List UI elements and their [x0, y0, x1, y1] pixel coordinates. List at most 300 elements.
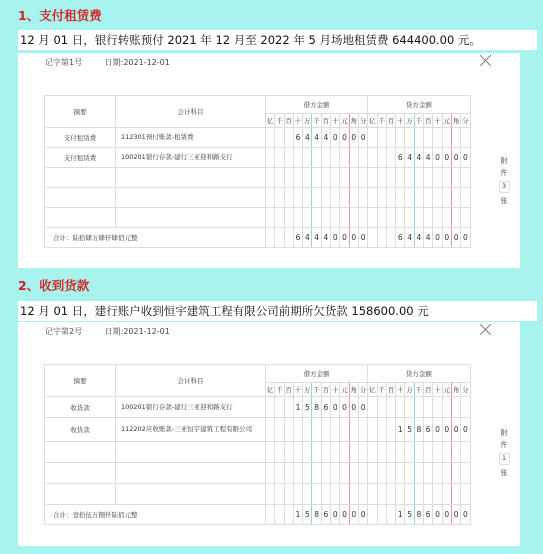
digit-unit-header: 万 [405, 114, 414, 128]
entry-account[interactable]: 112301预付账款-租赁费 [116, 128, 266, 148]
credit-amount-digit[interactable] [377, 397, 386, 418]
debit-amount-digit[interactable]: 0 [340, 128, 349, 148]
total-label: 合计：陆拾肆万肆仟肆佰元整 [45, 228, 266, 248]
total-credit-digit [377, 505, 386, 525]
total-debit-digit: 0 [349, 228, 358, 248]
debit-amount-digit[interactable] [284, 208, 293, 228]
debit-amount-digit[interactable] [321, 418, 330, 442]
debit-amount-digit[interactable] [266, 128, 275, 148]
debit-amount-digit[interactable] [358, 208, 367, 228]
debit-amount-digit[interactable]: 4 [303, 128, 312, 148]
debit-amount-digit[interactable] [349, 442, 358, 463]
attachment-info [498, 427, 510, 479]
debit-amount-digit[interactable] [321, 484, 330, 505]
debit-amount-digit[interactable] [266, 208, 275, 228]
digit-unit-header: 百 [424, 383, 433, 397]
credit-amount-digit[interactable] [377, 128, 386, 148]
debit-amount-digit[interactable] [340, 463, 349, 484]
credit-amount-digit[interactable] [396, 442, 405, 463]
debit-amount-digit[interactable] [340, 148, 349, 168]
debit-amount-digit[interactable] [349, 484, 358, 505]
debit-amount-digit[interactable] [266, 463, 275, 484]
digit-unit-header: 万 [303, 114, 312, 128]
credit-amount-digit[interactable] [377, 463, 386, 484]
credit-amount-digit[interactable] [377, 188, 386, 208]
credit-amount-digit[interactable] [368, 188, 377, 208]
entry-account[interactable] [116, 188, 266, 208]
entry-summary[interactable]: 支付租赁费 [45, 128, 116, 148]
debit-amount-digit[interactable] [312, 148, 321, 168]
entry-account[interactable] [116, 463, 266, 484]
credit-amount-digit[interactable] [396, 397, 405, 418]
debit-amount-digit[interactable] [303, 484, 312, 505]
debit-amount-digit[interactable] [303, 442, 312, 463]
digit-unit-header: 千 [414, 383, 423, 397]
digit-unit-header: 十 [396, 383, 405, 397]
debit-amount-digit[interactable] [303, 208, 312, 228]
digit-unit-header: 十 [433, 383, 442, 397]
credit-amount-digit[interactable] [377, 208, 386, 228]
debit-amount-digit[interactable] [358, 484, 367, 505]
debit-amount-digit[interactable]: 0 [340, 397, 349, 418]
credit-amount-digit[interactable]: 4 [414, 148, 423, 168]
debit-amount-digit[interactable] [340, 168, 349, 188]
credit-amount-digit[interactable] [433, 484, 442, 505]
entry-account[interactable] [116, 442, 266, 463]
digit-unit-header: 角 [451, 114, 460, 128]
credit-amount-digit[interactable] [414, 128, 423, 148]
credit-amount-digit[interactable]: 4 [424, 148, 433, 168]
credit-amount-digit[interactable] [386, 188, 395, 208]
digit-unit-header: 分 [461, 114, 470, 128]
debit-amount-digit[interactable]: 0 [349, 397, 358, 418]
debit-amount-digit[interactable] [303, 168, 312, 188]
credit-amount-digit[interactable] [451, 397, 460, 418]
voucher-number: 记字第1号 [45, 58, 83, 67]
debit-amount-digit[interactable] [284, 484, 293, 505]
credit-amount-digit[interactable] [414, 208, 423, 228]
debit-amount-digit[interactable] [266, 148, 275, 168]
credit-amount-digit[interactable] [424, 168, 433, 188]
debit-amount-digit[interactable] [275, 128, 284, 148]
debit-amount-digit[interactable] [266, 397, 275, 418]
credit-amount-digit[interactable]: 8 [414, 418, 423, 442]
attachment-count[interactable]: 3 [499, 181, 510, 193]
debit-amount-digit[interactable] [284, 418, 293, 442]
debit-amount-digit[interactable] [303, 463, 312, 484]
credit-amount-digit[interactable] [424, 397, 433, 418]
credit-amount-digit[interactable] [424, 442, 433, 463]
debit-amount-digit[interactable] [275, 188, 284, 208]
credit-amount-digit[interactable] [396, 484, 405, 505]
credit-amount-digit[interactable] [405, 168, 414, 188]
debit-amount-digit[interactable]: 6 [321, 397, 330, 418]
digit-unit-header: 元 [442, 114, 451, 128]
entry-account[interactable]: 100201银行存款-建行三亚迎和路支行 [116, 148, 266, 168]
credit-amount-digit[interactable] [433, 168, 442, 188]
credit-amount-digit[interactable] [377, 148, 386, 168]
debit-amount-digit[interactable] [321, 188, 330, 208]
credit-amount-digit[interactable] [461, 484, 470, 505]
credit-amount-digit[interactable] [451, 208, 460, 228]
debit-amount-digit[interactable]: 0 [349, 128, 358, 148]
debit-amount-digit[interactable] [293, 188, 302, 208]
total-debit-digit [266, 505, 275, 525]
debit-amount-digit[interactable] [275, 463, 284, 484]
credit-amount-digit[interactable] [424, 484, 433, 505]
credit-amount-digit[interactable] [414, 463, 423, 484]
debit-amount-digit[interactable] [266, 484, 275, 505]
credit-amount-digit[interactable] [405, 208, 414, 228]
entry-summary[interactable]: 收货款 [45, 397, 116, 418]
total-credit-digit: 0 [433, 228, 442, 248]
credit-amount-digit[interactable] [461, 168, 470, 188]
credit-amount-digit[interactable] [433, 463, 442, 484]
debit-amount-digit[interactable] [358, 188, 367, 208]
total-debit-digit: 0 [349, 505, 358, 525]
debit-amount-digit[interactable] [284, 168, 293, 188]
debit-amount-digit[interactable] [331, 188, 340, 208]
debit-amount-digit[interactable] [331, 484, 340, 505]
total-debit-digit: 4 [321, 228, 330, 248]
debit-amount-digit[interactable] [321, 208, 330, 228]
credit-amount-digit[interactable] [414, 397, 423, 418]
credit-amount-digit[interactable] [414, 168, 423, 188]
debit-amount-digit[interactable]: 1 [293, 397, 302, 418]
entry-summary[interactable] [45, 442, 116, 463]
credit-amount-digit[interactable] [433, 442, 442, 463]
credit-amount-digit[interactable] [433, 188, 442, 208]
credit-amount-digit[interactable]: 0 [451, 148, 460, 168]
credit-amount-digit[interactable]: 1 [396, 418, 405, 442]
debit-amount-digit[interactable] [266, 418, 275, 442]
digit-unit-header: 百 [284, 114, 293, 128]
debit-amount-digit[interactable] [340, 442, 349, 463]
debit-amount-digit[interactable] [358, 442, 367, 463]
debit-amount-digit[interactable] [266, 168, 275, 188]
total-credit-digit: 0 [442, 228, 451, 248]
header-summary: 摘要 [45, 96, 116, 128]
credit-amount-digit[interactable] [405, 128, 414, 148]
total-credit-digit: 0 [451, 505, 460, 525]
total-credit-digit: 0 [461, 505, 470, 525]
credit-amount-digit[interactable]: 0 [433, 418, 442, 442]
debit-amount-digit[interactable] [331, 168, 340, 188]
credit-amount-digit[interactable] [442, 208, 451, 228]
debit-amount-digit[interactable] [358, 418, 367, 442]
credit-amount-digit[interactable] [442, 484, 451, 505]
debit-amount-digit[interactable] [293, 148, 302, 168]
credit-amount-digit[interactable] [377, 484, 386, 505]
debit-amount-digit[interactable]: 5 [303, 397, 312, 418]
credit-amount-digit[interactable] [442, 397, 451, 418]
debit-amount-digit[interactable] [293, 168, 302, 188]
total-debit-digit: 0 [331, 505, 340, 525]
total-debit-digit [275, 505, 284, 525]
credit-amount-digit[interactable] [396, 188, 405, 208]
debit-amount-digit[interactable] [293, 442, 302, 463]
debit-amount-digit[interactable] [293, 484, 302, 505]
credit-amount-digit[interactable] [368, 128, 377, 148]
debit-amount-digit[interactable] [293, 463, 302, 484]
total-credit-digit: 8 [414, 505, 423, 525]
debit-amount-digit[interactable] [312, 442, 321, 463]
debit-amount-digit[interactable] [312, 188, 321, 208]
credit-amount-digit[interactable] [442, 128, 451, 148]
total-credit-digit: 0 [451, 228, 460, 248]
digit-unit-header: 百 [424, 114, 433, 128]
debit-amount-digit[interactable] [340, 188, 349, 208]
credit-amount-digit[interactable] [442, 168, 451, 188]
debit-amount-digit[interactable] [275, 418, 284, 442]
credit-amount-digit[interactable] [405, 442, 414, 463]
digit-unit-header: 千 [275, 114, 284, 128]
total-debit-digit: 0 [340, 228, 349, 248]
credit-amount-digit[interactable] [461, 397, 470, 418]
entry-summary[interactable]: 支付租赁费 [45, 148, 116, 168]
credit-amount-digit[interactable] [386, 208, 395, 228]
debit-amount-digit[interactable] [340, 208, 349, 228]
credit-amount-digit[interactable] [386, 484, 395, 505]
attachment-count[interactable]: 1 [499, 453, 510, 465]
credit-amount-digit[interactable] [405, 484, 414, 505]
total-credit-digit: 6 [396, 228, 405, 248]
credit-amount-digit[interactable]: 0 [451, 418, 460, 442]
close-icon[interactable] [480, 54, 492, 66]
debit-amount-digit[interactable]: 0 [331, 397, 340, 418]
debit-amount-digit[interactable] [293, 208, 302, 228]
digit-unit-header: 百 [386, 383, 395, 397]
debit-amount-digit[interactable] [349, 188, 358, 208]
debit-amount-digit[interactable] [266, 188, 275, 208]
credit-amount-digit[interactable] [433, 397, 442, 418]
credit-amount-digit[interactable] [377, 168, 386, 188]
debit-amount-digit[interactable]: 8 [312, 397, 321, 418]
credit-amount-digit[interactable]: 6 [396, 148, 405, 168]
debit-amount-digit[interactable] [340, 418, 349, 442]
debit-amount-digit[interactable] [331, 442, 340, 463]
debit-amount-digit[interactable]: 4 [312, 128, 321, 148]
credit-amount-digit[interactable] [451, 168, 460, 188]
debit-amount-digit[interactable] [293, 418, 302, 442]
attachment-label-top: 附 [500, 429, 508, 437]
entry-account[interactable] [116, 168, 266, 188]
credit-amount-digit[interactable]: 5 [405, 418, 414, 442]
debit-amount-digit[interactable]: 4 [321, 128, 330, 148]
close-icon[interactable] [480, 323, 492, 335]
credit-amount-digit[interactable] [461, 463, 470, 484]
total-credit-digit [386, 505, 395, 525]
header-account: 会计科目 [116, 365, 266, 397]
credit-amount-digit[interactable] [424, 188, 433, 208]
debit-amount-digit[interactable] [349, 463, 358, 484]
debit-amount-digit[interactable] [321, 463, 330, 484]
digit-unit-header: 十 [433, 114, 442, 128]
credit-amount-digit[interactable] [461, 442, 470, 463]
credit-amount-digit[interactable] [396, 168, 405, 188]
debit-amount-digit[interactable] [284, 463, 293, 484]
credit-amount-digit[interactable] [386, 397, 395, 418]
credit-amount-digit[interactable] [386, 168, 395, 188]
debit-amount-digit[interactable] [275, 397, 284, 418]
credit-amount-digit[interactable] [451, 484, 460, 505]
credit-amount-digit[interactable] [442, 442, 451, 463]
credit-amount-digit[interactable] [451, 188, 460, 208]
debit-amount-digit[interactable] [358, 463, 367, 484]
total-credit-digit: 4 [405, 228, 414, 248]
credit-amount-digit[interactable] [386, 463, 395, 484]
debit-amount-digit[interactable] [312, 484, 321, 505]
digit-unit-header: 千 [275, 383, 284, 397]
debit-amount-digit[interactable] [275, 208, 284, 228]
credit-amount-digit[interactable] [386, 148, 395, 168]
credit-amount-digit[interactable] [461, 128, 470, 148]
debit-amount-digit[interactable] [349, 418, 358, 442]
debit-amount-digit[interactable] [284, 128, 293, 148]
entry-summary[interactable] [45, 168, 116, 188]
credit-amount-digit[interactable] [368, 484, 377, 505]
section-1-heading: 1、支付租赁费 [18, 8, 102, 23]
credit-amount-digit[interactable] [414, 188, 423, 208]
debit-amount-digit[interactable] [303, 418, 312, 442]
credit-amount-digit[interactable]: 0 [442, 418, 451, 442]
entry-summary[interactable] [45, 188, 116, 208]
debit-amount-digit[interactable] [275, 484, 284, 505]
credit-amount-digit[interactable] [442, 463, 451, 484]
total-debit-digit: 0 [331, 228, 340, 248]
credit-amount-digit[interactable]: 0 [461, 148, 470, 168]
debit-amount-digit[interactable] [275, 442, 284, 463]
credit-amount-digit[interactable] [424, 208, 433, 228]
credit-amount-digit[interactable] [461, 188, 470, 208]
digit-unit-header: 百 [321, 383, 330, 397]
debit-amount-digit[interactable]: 0 [358, 397, 367, 418]
credit-amount-digit[interactable] [386, 128, 395, 148]
credit-amount-digit[interactable] [368, 148, 377, 168]
entry-summary[interactable]: 收货款 [45, 418, 116, 442]
digit-unit-header: 亿 [266, 114, 275, 128]
digit-unit-header: 元 [340, 114, 349, 128]
debit-amount-digit[interactable]: 0 [331, 128, 340, 148]
total-credit-digit [386, 228, 395, 248]
entry-account[interactable]: 112202应收账款-三亚恒宇建筑工程有限公司 [116, 418, 266, 442]
debit-amount-digit[interactable]: 0 [358, 128, 367, 148]
debit-amount-digit[interactable] [312, 168, 321, 188]
credit-amount-digit[interactable] [368, 168, 377, 188]
entry-summary[interactable] [45, 208, 116, 228]
total-credit-digit: 6 [424, 505, 433, 525]
credit-amount-digit[interactable] [424, 128, 433, 148]
credit-amount-digit[interactable] [368, 442, 377, 463]
credit-amount-digit[interactable] [386, 442, 395, 463]
debit-amount-digit[interactable] [275, 148, 284, 168]
credit-amount-digit[interactable] [368, 397, 377, 418]
debit-amount-digit[interactable] [358, 148, 367, 168]
debit-amount-digit[interactable] [312, 418, 321, 442]
credit-amount-digit[interactable] [368, 463, 377, 484]
credit-amount-digit[interactable] [451, 128, 460, 148]
debit-amount-digit[interactable] [312, 463, 321, 484]
credit-amount-digit[interactable]: 0 [461, 418, 470, 442]
credit-amount-digit[interactable] [396, 128, 405, 148]
debit-amount-digit[interactable] [321, 168, 330, 188]
credit-amount-digit[interactable] [405, 188, 414, 208]
digit-unit-header: 百 [386, 114, 395, 128]
debit-amount-digit[interactable] [303, 148, 312, 168]
credit-amount-digit[interactable] [442, 188, 451, 208]
debit-amount-digit[interactable] [284, 397, 293, 418]
debit-amount-digit[interactable] [349, 208, 358, 228]
entry-account[interactable] [116, 208, 266, 228]
entry-summary[interactable] [45, 463, 116, 484]
attachment-label-top: 附 [500, 157, 508, 165]
credit-amount-digit[interactable] [368, 418, 377, 442]
credit-amount-digit[interactable] [368, 208, 377, 228]
credit-amount-digit[interactable] [433, 208, 442, 228]
debit-amount-digit[interactable] [284, 188, 293, 208]
credit-amount-digit[interactable]: 0 [442, 148, 451, 168]
credit-amount-digit[interactable]: 6 [424, 418, 433, 442]
entry-account[interactable]: 100201银行存款-建行三亚迎和路支行 [116, 397, 266, 418]
credit-amount-digit[interactable] [396, 463, 405, 484]
credit-amount-digit[interactable] [377, 418, 386, 442]
credit-amount-digit[interactable] [414, 484, 423, 505]
entry-summary[interactable] [45, 484, 116, 505]
debit-amount-digit[interactable] [340, 484, 349, 505]
debit-amount-digit[interactable] [358, 168, 367, 188]
attachment-label-mid: 件 [500, 169, 508, 177]
debit-amount-digit[interactable]: 6 [293, 128, 302, 148]
debit-amount-digit[interactable] [266, 442, 275, 463]
credit-amount-digit[interactable] [377, 442, 386, 463]
credit-amount-digit[interactable] [396, 208, 405, 228]
debit-amount-digit[interactable] [275, 168, 284, 188]
section-2-description: 12 月 01 日，建行账户收到恒宇建筑工程有限公司前期所欠货款 158600.00 元 [18, 301, 537, 321]
digit-unit-header: 十 [331, 383, 340, 397]
credit-amount-digit[interactable] [451, 442, 460, 463]
credit-amount-digit[interactable] [451, 463, 460, 484]
credit-amount-digit[interactable] [405, 463, 414, 484]
credit-amount-digit[interactable] [405, 397, 414, 418]
credit-amount-digit[interactable] [424, 463, 433, 484]
debit-amount-digit[interactable] [349, 148, 358, 168]
debit-amount-digit[interactable] [284, 442, 293, 463]
debit-amount-digit[interactable] [303, 188, 312, 208]
debit-amount-digit[interactable] [331, 418, 340, 442]
total-credit-digit: 0 [442, 505, 451, 525]
credit-amount-digit[interactable] [433, 128, 442, 148]
total-credit-digit: 4 [414, 228, 423, 248]
attachment-label-bottom: 张 [500, 469, 508, 477]
debit-amount-digit[interactable] [284, 148, 293, 168]
entry-account[interactable] [116, 484, 266, 505]
debit-amount-digit[interactable] [321, 148, 330, 168]
credit-amount-digit[interactable]: 0 [433, 148, 442, 168]
credit-amount-digit[interactable]: 4 [405, 148, 414, 168]
debit-amount-digit[interactable] [331, 148, 340, 168]
total-credit-digit [377, 228, 386, 248]
credit-amount-digit[interactable] [386, 418, 395, 442]
voucher-header [45, 326, 170, 337]
credit-amount-digit[interactable] [461, 208, 470, 228]
debit-amount-digit[interactable] [312, 208, 321, 228]
debit-amount-digit[interactable] [349, 168, 358, 188]
debit-amount-digit[interactable] [331, 463, 340, 484]
debit-amount-digit[interactable] [321, 442, 330, 463]
section-1-description: 12 月 01 日，银行转账预付 2021 年 12 月至 2022 年 5 月场地租赁费 644400.00 元。 [18, 30, 537, 50]
debit-amount-digit[interactable] [331, 208, 340, 228]
credit-amount-digit[interactable] [414, 442, 423, 463]
